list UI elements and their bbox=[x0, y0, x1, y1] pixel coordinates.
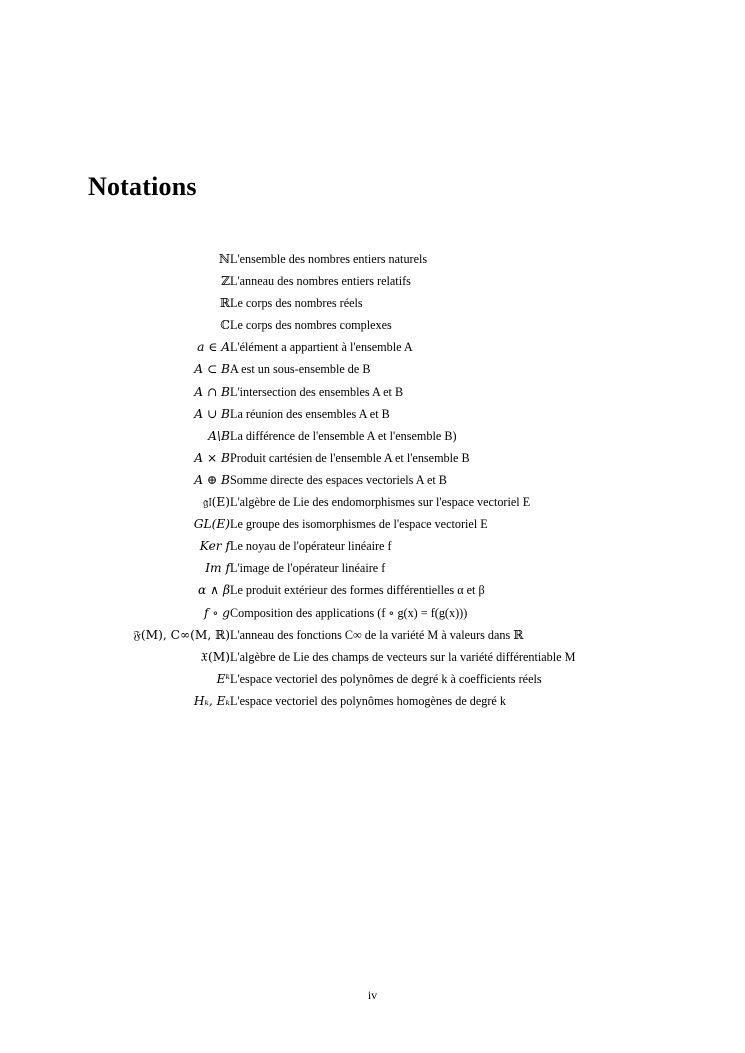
notation-description: Le produit extérieur des formes différentielles α et β bbox=[230, 583, 485, 598]
notation-symbol: Im f bbox=[205, 561, 230, 576]
notation-description: Le corps des nombres réels bbox=[230, 296, 363, 311]
table-row bbox=[30, 624, 670, 646]
table-row bbox=[30, 513, 670, 535]
table-row bbox=[30, 292, 670, 314]
notation-symbol: f ∘ g bbox=[203, 605, 230, 620]
notation-symbol: A ⊕ B bbox=[194, 472, 230, 487]
table-row bbox=[30, 447, 670, 469]
table-row bbox=[30, 358, 670, 380]
notation-symbol: ℝ bbox=[219, 296, 230, 311]
notation-description: Le groupe des isomorphismes de l'espace vectoriel E bbox=[230, 517, 488, 532]
notation-description: L'algèbre de Lie des endomorphismes sur l'espace vectoriel E bbox=[230, 495, 531, 510]
notation-description: La réunion des ensembles A et B bbox=[230, 406, 390, 421]
notations-table bbox=[30, 248, 670, 712]
notation-description: Somme directe des espaces vectoriels A et B bbox=[230, 472, 447, 487]
notation-symbol: A ⊂ B bbox=[194, 362, 230, 377]
notation-symbol: ℕ bbox=[218, 252, 230, 266]
notation-description: L'anneau des nombres entiers relatifs bbox=[230, 274, 411, 289]
notations-table-body bbox=[30, 248, 670, 712]
notation-description: L'anneau des fonctions C∞ de la variété M à valeurs dans ℝ bbox=[230, 627, 524, 642]
table-row bbox=[30, 336, 670, 358]
notation-description: L'ensemble des nombres entiers naturels bbox=[230, 252, 428, 266]
notation-description: L'intersection des ensembles A et B bbox=[230, 384, 404, 399]
notation-description: La différence de l'ensemble A et l'ensemble B) bbox=[230, 428, 457, 443]
notation-symbol: A × B bbox=[194, 450, 230, 465]
notation-symbol: A ∩ B bbox=[194, 384, 230, 399]
notation-symbol: Hₖ, Eₖ bbox=[193, 693, 230, 708]
notation-description: L'espace vectoriel des polynômes homogènes de degré k bbox=[230, 693, 506, 708]
notation-description: L'algèbre de Lie des champs de vecteurs sur la variété différentiable M bbox=[230, 649, 576, 664]
table-row bbox=[30, 491, 670, 513]
notation-symbol: A\B bbox=[208, 428, 230, 443]
table-row bbox=[30, 646, 670, 668]
table-row bbox=[30, 248, 670, 270]
table-row bbox=[30, 579, 670, 601]
notation-description: Produit cartésien de l'ensemble A et l'ensemble B bbox=[230, 450, 470, 465]
table-row bbox=[30, 314, 670, 336]
notation-description: Le corps des nombres complexes bbox=[230, 318, 392, 333]
table-row bbox=[30, 668, 670, 690]
notation-symbol: a ∈ A bbox=[197, 340, 230, 355]
table-row bbox=[30, 381, 670, 403]
notation-symbol: 𝔤𝔩(E) bbox=[203, 495, 230, 510]
table-row bbox=[30, 602, 670, 624]
notation-description: L'image de l'opérateur linéaire f bbox=[230, 561, 386, 576]
notation-symbol: Eᵏ bbox=[216, 671, 230, 686]
table-row bbox=[30, 425, 670, 447]
table-row bbox=[30, 270, 670, 292]
notation-symbol: A ∪ B bbox=[194, 406, 230, 421]
notation-symbol: 𝔛(M) bbox=[200, 649, 230, 664]
notation-description: L'espace vectoriel des polynômes de degré k à coefficients réels bbox=[230, 671, 542, 686]
notation-description: L'élément a appartient à l'ensemble A bbox=[230, 340, 413, 355]
table-row bbox=[30, 690, 670, 712]
notation-symbol: GL(E) bbox=[193, 517, 230, 532]
table-row bbox=[30, 557, 670, 579]
table-row bbox=[30, 469, 670, 491]
notation-description: Le noyau de l'opérateur linéaire f bbox=[230, 539, 392, 554]
table-row bbox=[30, 403, 670, 425]
table-row bbox=[30, 535, 670, 557]
notation-symbol: Ker f bbox=[199, 539, 230, 554]
notation-symbol: ℂ bbox=[220, 318, 230, 333]
page-title: Notations bbox=[88, 172, 197, 201]
notation-symbol: 𝔉(M), C∞(M, ℝ) bbox=[133, 627, 230, 642]
notation-symbol: α ∧ β bbox=[198, 583, 230, 598]
notation-symbol: ℤ bbox=[221, 274, 230, 289]
page-folio: iv bbox=[367, 988, 378, 1002]
notation-description: Composition des applications (f ∘ g(x) = f(g(x))) bbox=[230, 605, 468, 620]
notation-description: A est un sous-ensemble de B bbox=[230, 362, 371, 377]
